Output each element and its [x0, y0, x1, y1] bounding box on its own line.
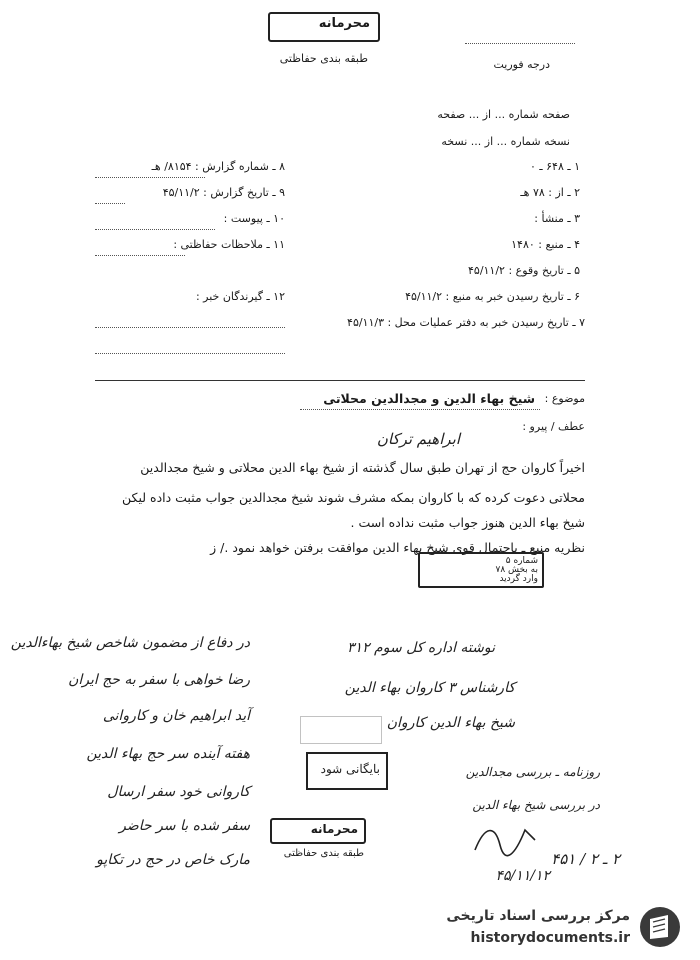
left-dots-4 [95, 254, 185, 256]
top-classification-stamp [268, 12, 380, 42]
hand-left-line-4: هفته آینده سر حج بهاء الدین [86, 746, 250, 762]
hand-left-line-5: کاروانی خود سفر ارسال [107, 784, 250, 800]
receipt-stamp-line3: وارد گردید [499, 574, 538, 584]
hand-right-line-4: روزنامه ـ بررسی مجدالدین [465, 765, 600, 779]
bottom-stamp-title: محرمانه [310, 822, 358, 836]
hand-left-line-7: مارک خاص در حج در تکاپو [96, 852, 250, 868]
hand-right-line-3: شیخ بهاء الدین کاروان [386, 715, 515, 731]
receipt-stamp [418, 552, 544, 588]
urgency-label: درجه فوریت [493, 58, 550, 71]
field-office-receipt-date: ۷ ـ تاریخ رسیدن خبر به دفتر عملیات محل : ۴۵/۱۱/۳ [347, 316, 585, 329]
body-line-2: محلاتی دعوت کرده که با کاروان بمکه مشرف شوند شیخ مجدالدین جواب مثبت داده لیکن [122, 490, 585, 505]
hand-code: ۲ ـ ۲ / ۴۵۱ [551, 850, 620, 868]
urgency-dotted-line [465, 42, 575, 44]
left-dots-2 [95, 202, 125, 204]
top-stamp-text: محرمانه [318, 16, 370, 31]
header-divider [95, 380, 585, 381]
field-recipients: ۱۲ ـ گیرندگان خبر : [195, 290, 285, 303]
hand-right-line-1: نوشته اداره کل سوم ۳۱۲ [347, 640, 495, 656]
left-dots-5 [95, 326, 285, 328]
field-attachment: ۱۰ ـ پیوست : [223, 212, 285, 225]
faded-stamp-frame [300, 716, 382, 744]
bottom-classification-stamp [270, 818, 366, 844]
hand-right-line-2: کارشناس ۳ کاروان بهاء الدین [344, 680, 515, 696]
hand-left-line-6: سفر شده با سر حاضر [119, 818, 250, 834]
left-dots-1 [95, 176, 205, 178]
archive-stamp-text: بایگانی شود [320, 762, 380, 776]
hand-left-line-3: آید ابراهیم خان و کاروانی [102, 708, 250, 724]
left-dots-3 [95, 228, 215, 230]
subject-dots [300, 408, 540, 410]
pages-line: صفحه شماره ... از ... صفحه [437, 108, 570, 121]
body-line-3: شیخ بهاء الدین هنوز جواب مثبت نداده است . [350, 515, 585, 530]
hand-right-line-5: در بررسی شیخ بهاء الدین [472, 798, 600, 812]
hand-date: ۴۵/۱۱/۱۲ [495, 868, 550, 884]
left-dots-6 [95, 352, 285, 354]
field-occurrence-date: ۵ ـ تاریخ وقوع : ۴۵/۱۱/۲ [468, 264, 580, 277]
classification-label: طبقه بندی حفاظتی [279, 52, 368, 65]
archive-stamp [306, 752, 388, 790]
bottom-stamp-classification: طبقه بندی حفاظتی [283, 848, 364, 859]
receipt-stamp-line1: شماره ۵ [505, 556, 538, 566]
hand-left-line-2: رضا خواهی با سفر به حج ایران [68, 672, 250, 688]
field-from: ۲ ـ از : ۷۸ هـ [520, 186, 580, 199]
subject-text: شیخ بهاء الدین و مجدالدین محلاتی [323, 391, 535, 406]
field-report-number: ۸ ـ شماره گزارش : ۸۱۵۴/ هـ [151, 160, 285, 173]
watermark-title: مرکز بررسی اسناد تاریخی [446, 908, 630, 924]
body-line-4: نظریه منبع ـ باحتمال قوی شیخ بهاء الدین موافقت برفتن خواهد نمود ./ ز [210, 540, 585, 555]
action-label: عطف / پیرو : [522, 420, 585, 433]
body-line-1: اخیراً کاروان حج از تهران طبق سال گذشته از شیخ بهاء الدین محلاتی و شیخ مجدالدین [140, 460, 585, 475]
action-handwriting: ابراهیم ترکان [376, 430, 460, 448]
signature-mark [470, 820, 540, 860]
field-number: ۱ ـ ۶۴۸ ـ ۰ [529, 160, 580, 173]
watermark-logo-icon [638, 905, 682, 949]
field-source: ۴ ـ منبع : ۱۴۸۰ [511, 238, 580, 251]
field-origin: ۳ ـ منشأ : [534, 212, 580, 225]
field-source-receipt-date: ۶ ـ تاریخ رسیدن خبر به منبع : ۴۵/۱۱/۲ [405, 290, 580, 303]
watermark-url: historydocuments.ir [470, 930, 630, 946]
subject-label: موضوع : [544, 392, 585, 405]
receipt-stamp-line2: به بخش ۷۸ [495, 565, 538, 575]
field-security-notes: ۱۱ ـ ملاحظات حفاظتی : [173, 238, 285, 251]
hand-left-line-1: در دفاع از مضمون شاخص شیخ بهاءالدین [10, 635, 250, 651]
copies-line: نسخه شماره ... از ... نسخه [441, 135, 570, 148]
field-report-date: ۹ ـ تاریخ گزارش : ۴۵/۱۱/۲ [162, 186, 285, 199]
